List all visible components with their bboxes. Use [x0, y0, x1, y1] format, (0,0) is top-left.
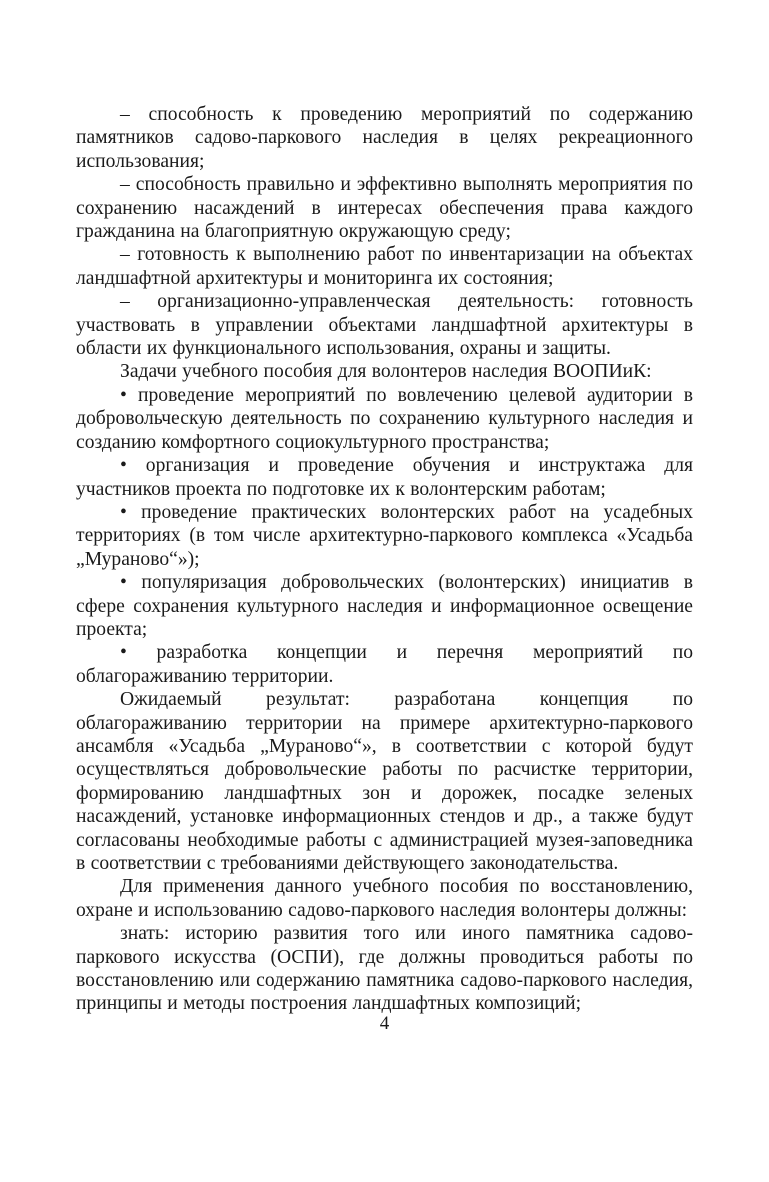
paragraph-competence-maintenance: – способность к проведению мероприятий по содержанию памятников садово-паркового наследия в целях рекреационного использования; — [76, 104, 693, 172]
page-number: 4 — [379, 1013, 390, 1034]
bullet-involvement: • проведение мероприятий по вовлечению целевой аудитории в добровольческую деятельность по сохранению культурного наследия и созданию комфортного социокультурного пространства; — [76, 384, 693, 453]
paragraph-tasks-heading: Задачи учебного пособия для волонтеров наследия ВООПИиК: — [120, 361, 652, 383]
paragraph-know: знать: историю развития того или иного памятника садово-паркового искусства (ОСПИ), где должны проводиться работы по восстановлению или содержанию памятника садово-паркового наследия, принципы и методы построения ландшафтных композиций; — [76, 923, 693, 1015]
paragraph-application: Для применения данного учебного пособия по восстановлению, охране и использованию садово-паркового наследия волонтеры должны: — [76, 876, 693, 921]
paragraph-management-activity: – организационно-управленческая деятельность: готовность участвовать в управлении объектами ландшафтной архитектуры в области их функционального использования, охраны и защиты. — [76, 291, 693, 360]
bullet-training: • организация и проведение обучения и инструктажа для участников проекта по подготовке их к волонтерским работам; — [76, 455, 693, 500]
paragraph-readiness-inventory: – готовность к выполнению работ по инвентаризации на объектах ландшафтной архитектуры и мониторинга их состояния; — [76, 244, 693, 289]
paragraph-competence-plantings: – способность правильно и эффективно выполнять мероприятия по сохранению насаждений в интересах обеспечения права каждого гражданина на благоприятную окружающую среду; — [76, 174, 693, 243]
bullet-concept-development: • разработка концепции и перечня мероприятий по облагораживанию территории. — [76, 642, 693, 687]
bullet-popularization: • популяризация добровольческих (волонтерских) инициатив в сфере сохранения культурного наследия и информационное освещение проекта; — [76, 572, 693, 640]
paragraph-expected-result: Ожидаемый результат: разработана концепция по облагораживанию территории на примере архитектурно-паркового ансамбля «Усадьба „Мураново“», в соответствии с которой будут осуществляться добровольческие работы по расчистке территории, формированию ландшафтных зон и дорожек, посадке зеленых насаждений, установке информационных стендов и др., а также будут согласованы необходимые работы с администрацией музея-заповедника в соответствии с требованиями действующего законодательства. — [76, 689, 693, 874]
body-text — [76, 103, 693, 1016]
bullet-practical-work: • проведение практических волонтерских работ на усадебных территориях (в том числе архитектурно-паркового комплекса «Усадьба „Мураново“»); — [76, 501, 693, 570]
